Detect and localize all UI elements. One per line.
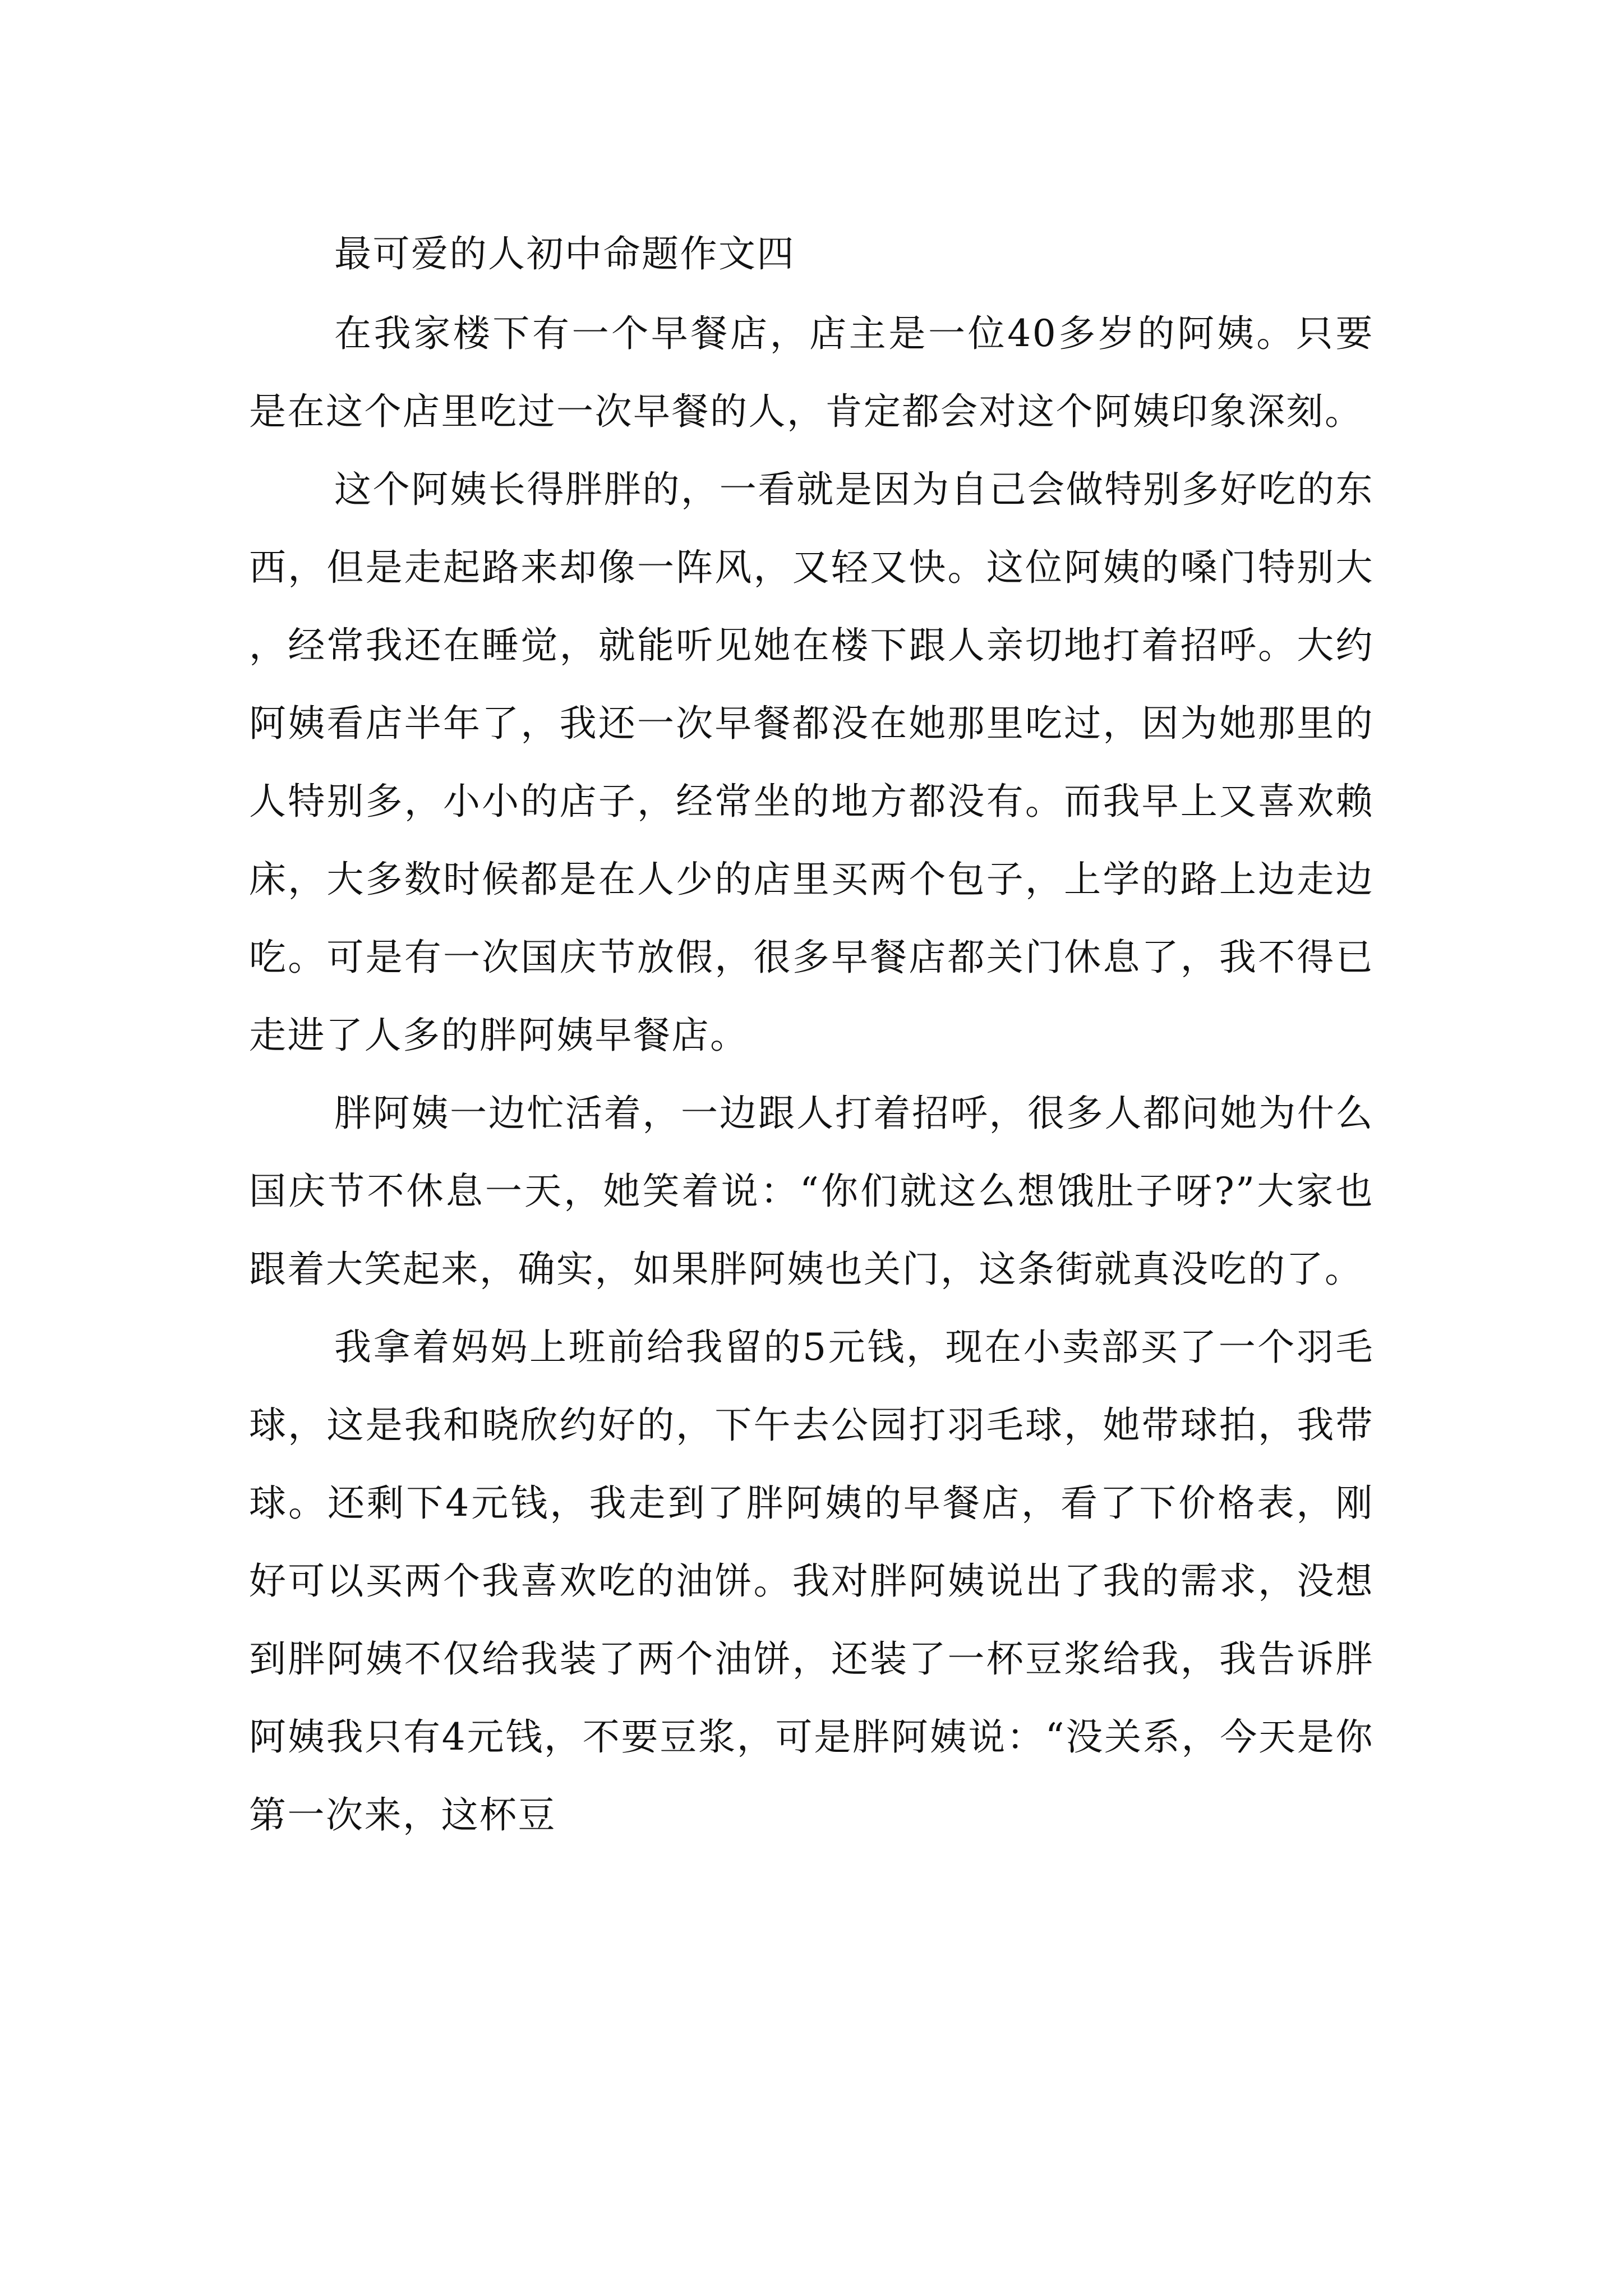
essay-title: 最可爱的人初中命题作文四 (334, 232, 795, 275)
paragraph-3: 胖阿姨一边忙活着，一边跟人打着招呼，很多人都问她为什么国庆节不休息一天，她笑着说：“你们就这么想饿肚子呀?”大家也跟着大笑起来，确实，如果胖阿姨也关门，这条街就真没吃的了。 (249, 1092, 1374, 1291)
paragraph-4: 我拿着妈妈上班前给我留的5元钱，现在小卖部买了一个羽毛球，这是我和晓欣约好的，下午去公园打羽毛球，她带球拍，我带球。还剩下4元钱，我走到了胖阿姨的早餐店，看了下价格表，刚好可以买两个我喜欢吃的油饼。我对胖阿姨说出了我的需求，没想到胖阿姨不仅给我装了两个油饼，还装了一杯豆浆给我，我告诉胖阿姨我只有4元钱，不要豆浆，可是胖阿姨说：“没关系，今天是你第一次来，这杯豆 (249, 1326, 1374, 1837)
paragraph-2: 这个阿姨长得胖胖的，一看就是因为自己会做特别多好吃的东西，但是走起路来却像一阵风，又轻又快。这位阿姨的嗓门特别大，经常我还在睡觉，就能听见她在楼下跟人亲切地打着招呼。大约阿姨看店半年了，我还一次早餐都没在她那里吃过，因为她那里的人特别多，小小的店子，经常坐的地方都没有。而我早上又喜欢赖床，大多数时候都是在人少的店里买两个包子，上学的路上边走边吃。可是有一次国庆节放假，很多早餐店都关门休息了，我不得已走进了人多的胖阿姨早餐店。 (249, 468, 1374, 1057)
paragraph-1: 在我家楼下有一个早餐店，店主是一位40多岁的阿姨。只要是在这个店里吃过一次早餐的人，肯定都会对这个阿姨印象深刻。 (249, 312, 1374, 433)
document-body (249, 215, 1374, 1854)
